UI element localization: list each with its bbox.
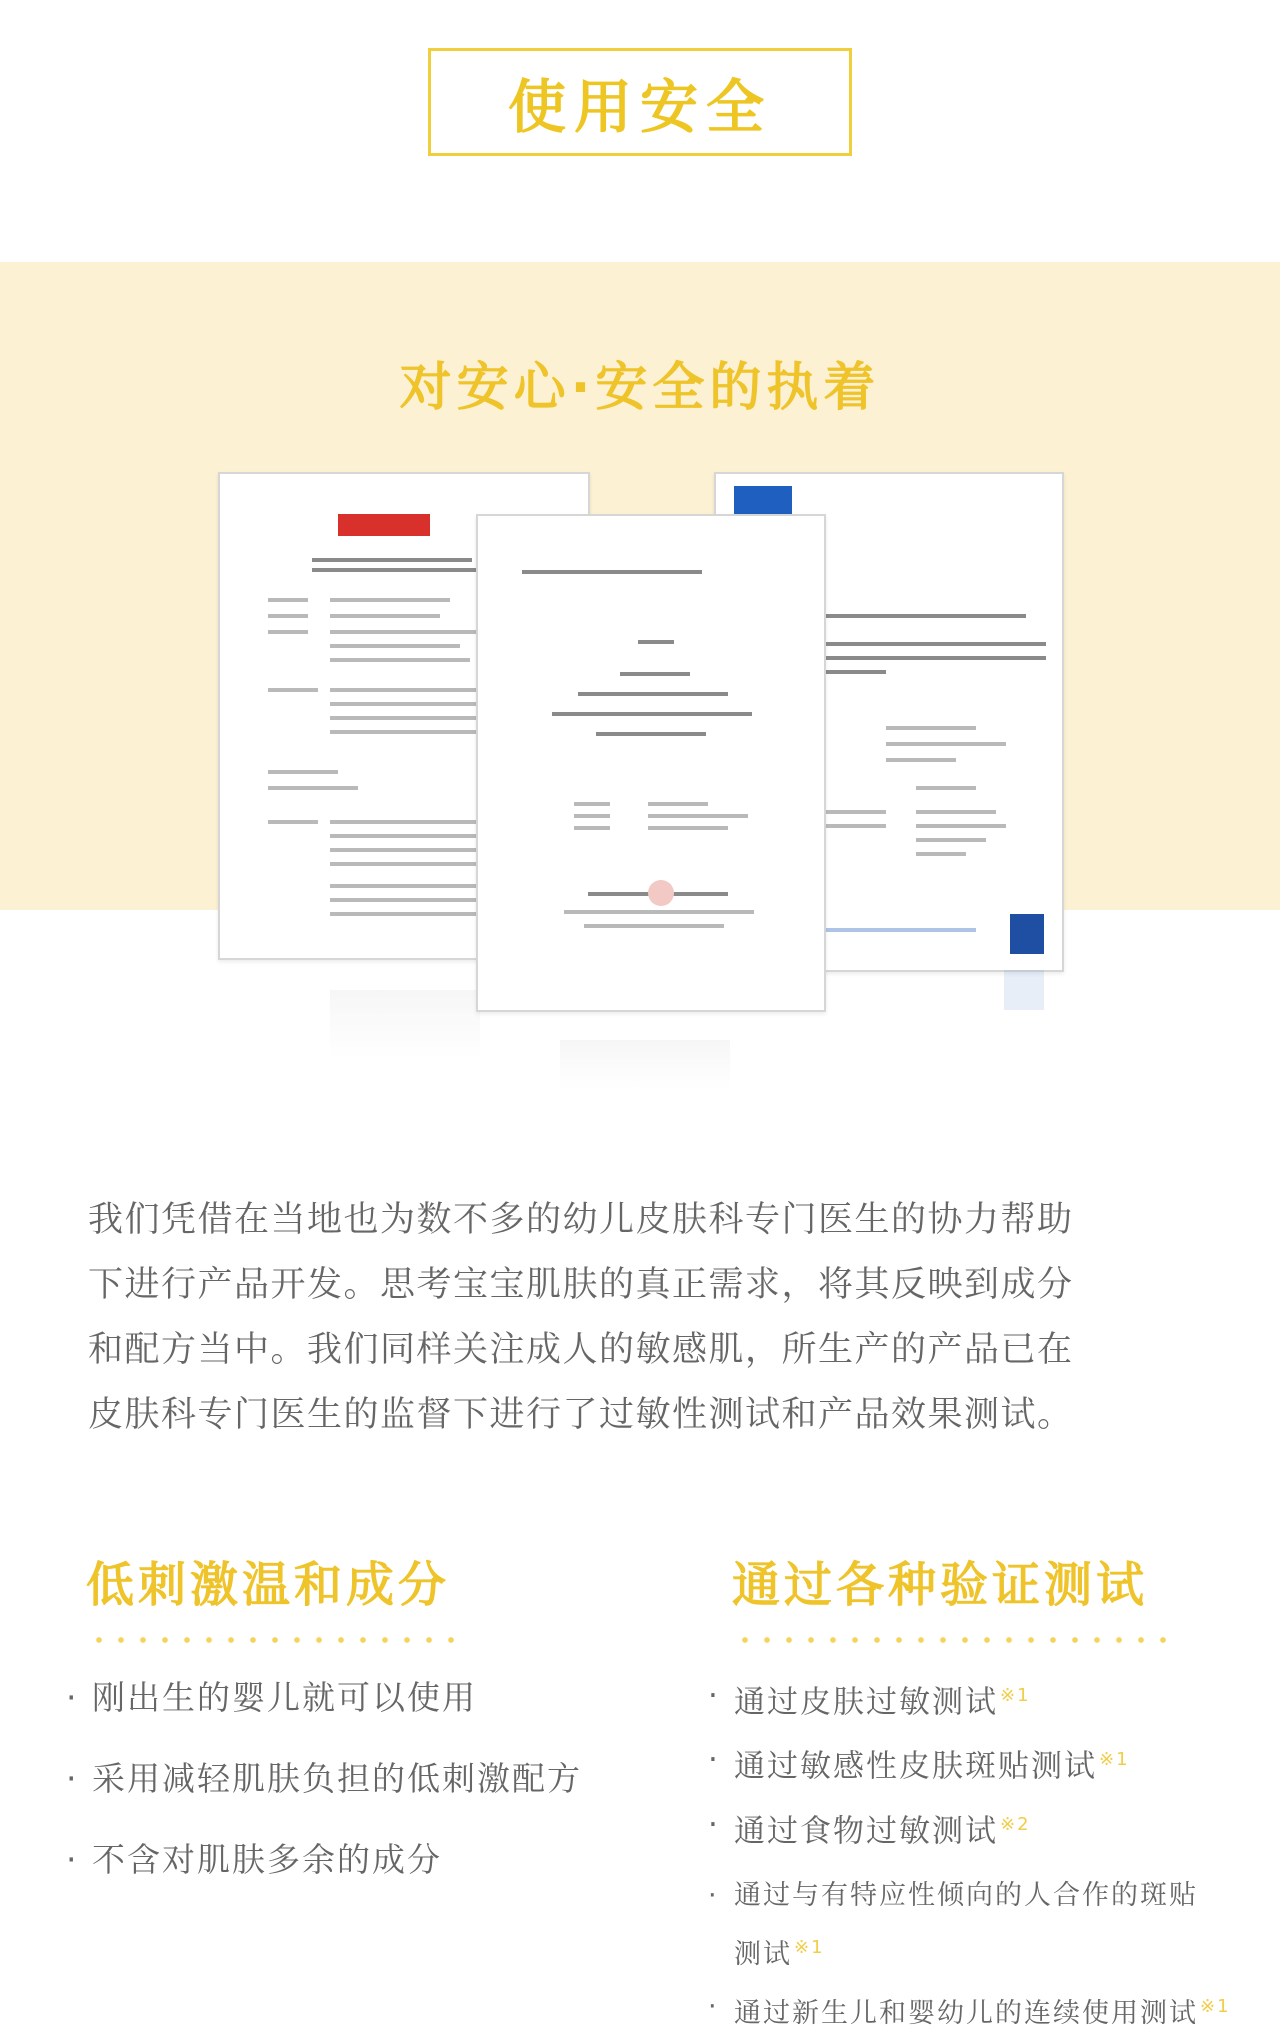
headline: 对安心·安全的执着 <box>399 358 881 418</box>
left-dotted-divider <box>88 1637 458 1643</box>
list-item: · 采用减轻肌肤负担的低刺激配方 <box>66 1759 666 1799</box>
intro-paragraph <box>88 1188 1198 1448</box>
left-feature-list <box>66 1678 666 1921</box>
list-item: · 不含对肌肤多余的成分 <box>66 1840 666 1880</box>
list-item: · 通过新生儿和婴幼儿的连续使用测试 $^{※1}$ <box>708 1981 1278 2040</box>
accreditation-logo <box>1010 914 1044 954</box>
right-column-title: 通过各种验证测试 <box>732 1557 1149 1613</box>
document-reflection-right <box>1004 970 1044 1010</box>
left-column-title: 低刺激温和成分 <box>86 1557 451 1613</box>
list-item: · 通过与有特应性倾向的人合作的斑贴 测试 $^{※1}$ <box>708 1870 1278 1981</box>
list-item: · 通过食物过敏测试 $^{※2}$ <box>708 1806 1278 1850</box>
list-item: · 通过敏感性皮肤斑贴测试 $^{※1}$ <box>708 1741 1278 1785</box>
document-reflection-left <box>330 990 480 1060</box>
section-title-box <box>428 48 852 156</box>
list-item: · 刚出生的婴儿就可以使用 <box>66 1678 666 1718</box>
list-item: · 通过皮肤过敏测试 $^{※1}$ <box>708 1677 1278 1721</box>
intro-line: 和配方当中。我们同样关注成人的敏感肌，所生产的产品已在 <box>88 1330 1074 1370</box>
certificate-document-center <box>476 514 826 1012</box>
right-test-list <box>708 1677 1278 2040</box>
document-reflection-center <box>560 1040 730 1090</box>
seal-stamp <box>648 880 674 906</box>
right-dotted-divider <box>734 1637 1174 1643</box>
intro-line: 皮肤科专门医生的监督下进行了过敏性测试和产品效果测试。 <box>88 1395 1074 1435</box>
intro-line: 下进行产品开发。思考宝宝肌肤的真正需求，将其反映到成分 <box>88 1265 1074 1305</box>
intro-line: 我们凭借在当地也为数不多的幼儿皮肤科专门医生的协力帮助 <box>88 1200 1074 1240</box>
certificate-logo <box>338 514 430 536</box>
section-title: 使用安全 <box>507 73 772 141</box>
